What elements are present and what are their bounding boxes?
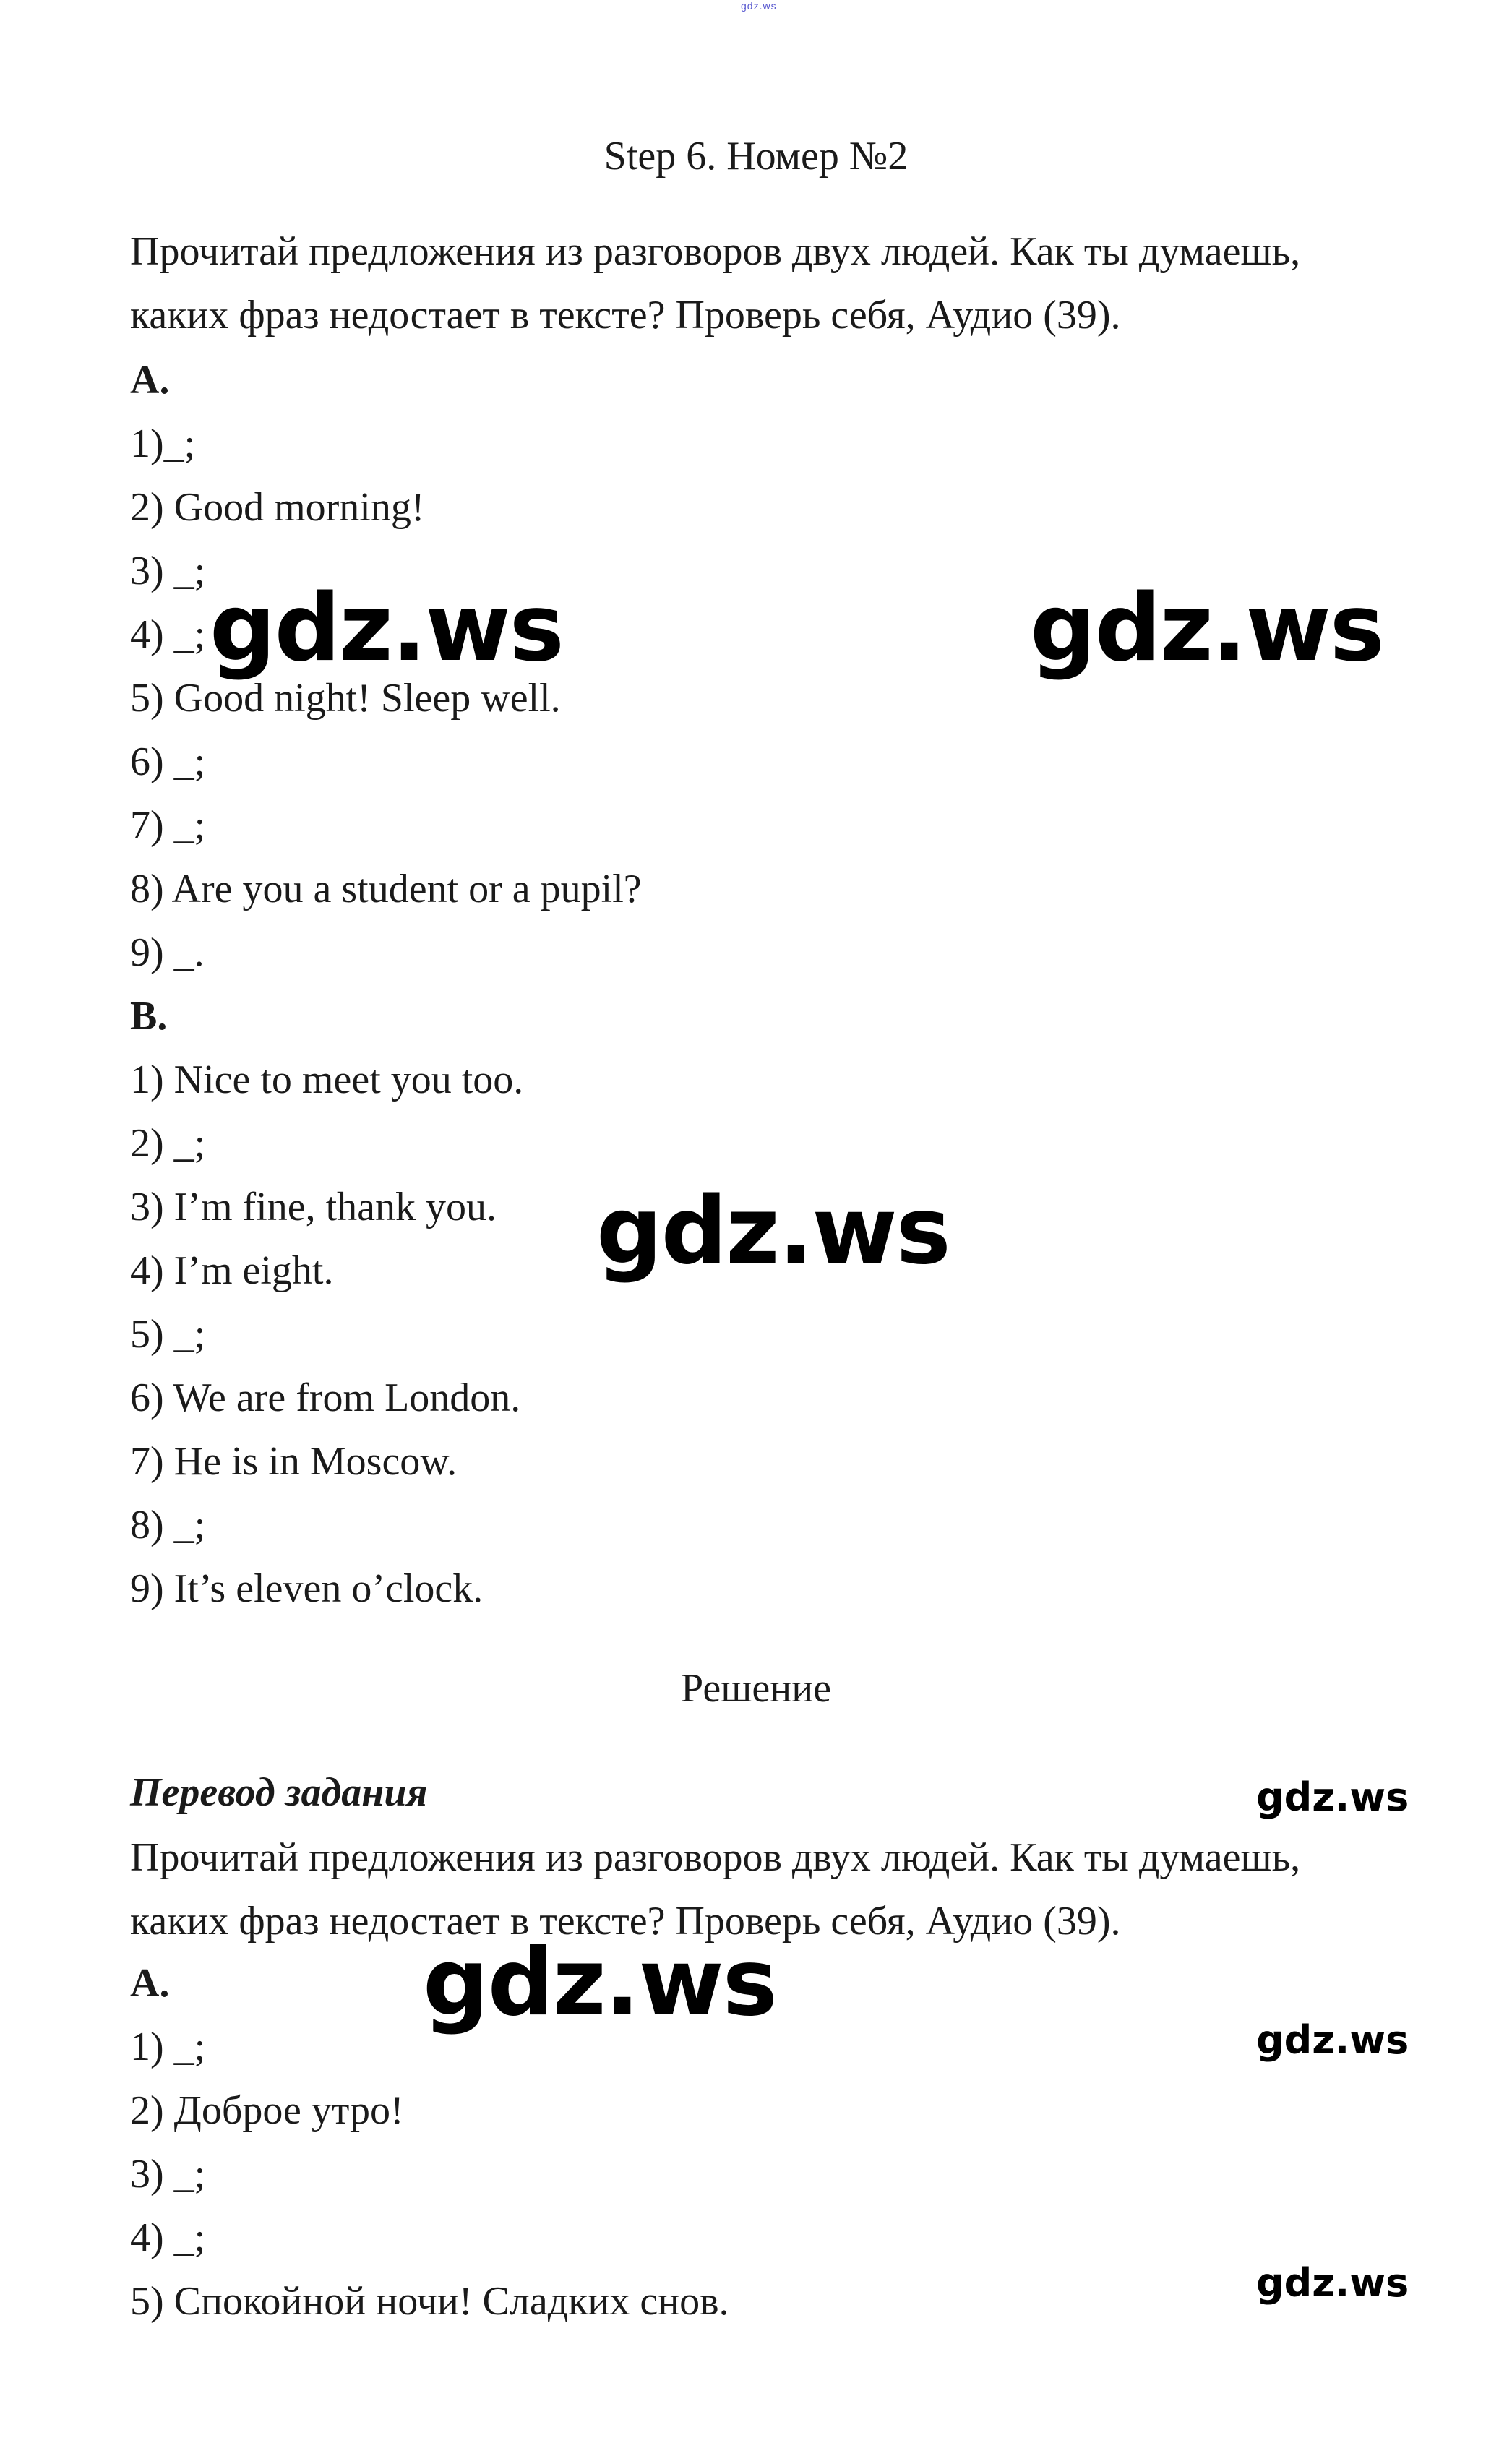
translation-item-3: 3) _;	[130, 2152, 206, 2197]
section-b-item-7: 7) He is in Moscow.	[130, 1439, 458, 1484]
section-b-item-5: 5) _;	[130, 1312, 206, 1357]
section-b-item-2: 2) _;	[130, 1121, 206, 1166]
section-a-item-3: 3) _;	[130, 549, 206, 593]
task-instruction-line-1: Прочитай предложения из разговоров двух людей. Как ты думаешь,	[130, 229, 1301, 274]
section-a-item-8: 8) Are you a student or a pupil?	[130, 867, 642, 911]
watermark-logo: gdz.ws	[1256, 2017, 1409, 2063]
translation-item-1: 1) _;	[130, 2025, 206, 2069]
translation-item-2: 2) Доброе утро!	[130, 2088, 404, 2133]
watermark-logo: gdz.ws	[1030, 575, 1383, 682]
section-a-item-1: 1)_;	[130, 421, 196, 466]
section-a-item-4: 4) _;	[130, 612, 206, 657]
solution-heading: Решение	[680, 1666, 832, 1711]
section-b-item-6: 6) We are from London.	[130, 1375, 521, 1420]
watermark-logo: gdz.ws	[596, 1177, 950, 1285]
section-a-item-9: 9) _.	[130, 930, 205, 975]
translation-heading: Перевод задания	[130, 1770, 428, 1815]
translation-instruction-line-1: Прочитай предложения из разговоров двух людей. Как ты думаешь,	[130, 1835, 1301, 1880]
section-b-item-1: 1) Nice to meet you too.	[130, 1057, 524, 1102]
task-instruction	[130, 220, 1402, 347]
section-b-label: B.	[130, 994, 168, 1039]
page-title: Step 6. Номер №2	[603, 134, 909, 179]
section-a-item-6: 6) _;	[130, 739, 206, 784]
top-watermark: gdz.ws	[741, 0, 777, 12]
watermark-logo: gdz.ws	[1256, 2260, 1409, 2306]
section-b-item-8: 8) _;	[130, 1503, 206, 1547]
watermark-logo: gdz.ws	[1256, 1774, 1409, 1820]
task-instruction-line-2: каких фраз недостает в тексте? Проверь себя, Аудио (39).	[130, 293, 1121, 338]
section-b-item-9: 9) It’s eleven o’clock.	[130, 1566, 484, 1611]
section-b-item-3: 3) I’m fine, thank you.	[130, 1185, 497, 1229]
watermark-logo: gdz.ws	[210, 575, 563, 682]
section-a-item-5: 5) Good night! Sleep well.	[130, 676, 561, 721]
watermark-logo: gdz.ws	[423, 1929, 776, 2037]
translation-instruction-line-2: каких фраз недостает в тексте? Проверь себя, Аудио (39).	[130, 1899, 1121, 1944]
translation-item-5: 5) Спокойной ночи! Сладких снов.	[130, 2279, 729, 2324]
section-a-item-7: 7) _;	[130, 803, 206, 848]
translation-section-a-label: A.	[130, 1961, 170, 2006]
section-b-item-4: 4) I’m eight.	[130, 1248, 334, 1293]
section-a-label: A.	[130, 358, 170, 403]
section-a-item-2: 2) Good morning!	[130, 485, 425, 530]
translation-item-4: 4) _;	[130, 2215, 206, 2260]
